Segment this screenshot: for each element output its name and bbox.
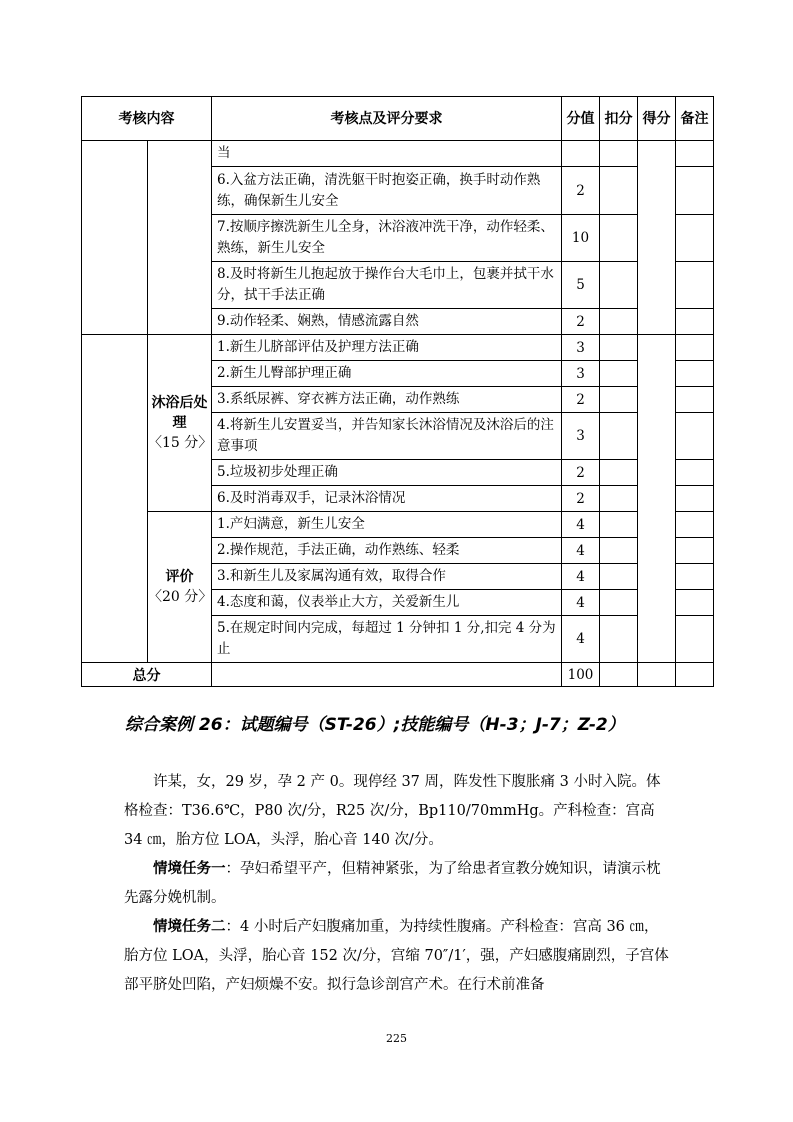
evaluation-category: [148, 512, 212, 663]
task-one-text: ：孕妇希望平产，但精神紧张，为了给患者宣教分娩知识，请演示枕先露分娩机制。: [124, 861, 661, 906]
requirement-text: 3.和新生儿及家属沟通有效，取得合作: [212, 564, 562, 590]
deduct-cell: [600, 167, 638, 215]
score-value: 3: [562, 413, 600, 460]
header-score: 分值: [562, 97, 600, 141]
requirement-text: 8.及时将新生儿抱起放于操作台大毛巾上，包裹并拭干水分，拭干手法正确: [212, 262, 562, 309]
deduct-cell: [600, 361, 638, 387]
obtained-cell: [638, 335, 676, 663]
header-obtained: 得分: [638, 97, 676, 141]
remark-cell: [676, 663, 714, 687]
deduct-cell: [600, 413, 638, 460]
score-value: 2: [562, 460, 600, 486]
total-score: 100: [562, 663, 600, 687]
deduct-cell: [600, 564, 638, 590]
remark-cell: [676, 215, 714, 262]
main-category-cell: [82, 335, 148, 663]
total-label: 总分: [82, 663, 212, 687]
remark-cell: [676, 413, 714, 460]
score-value: 2: [562, 387, 600, 413]
remark-cell: [676, 262, 714, 309]
scoring-table: [81, 96, 714, 687]
score-value: 4: [562, 538, 600, 564]
evaluation-label: 评价: [165, 569, 194, 585]
remark-cell: [676, 361, 714, 387]
requirement-text: 5.在规定时间内完成，每超过 1 分钟扣 1 分,扣完 4 分为止: [212, 616, 562, 663]
requirement-text: 1.产妇满意，新生儿安全: [212, 512, 562, 538]
requirement-text: 9.动作轻柔、娴熟，情感流露自然: [212, 309, 562, 335]
obtained-cell: [638, 141, 676, 335]
deduct-cell: [600, 335, 638, 361]
deduct-cell: [600, 460, 638, 486]
requirement-text: 1.新生儿脐部评估及护理方法正确: [212, 335, 562, 361]
score-value: 3: [562, 335, 600, 361]
requirement-text: 3.系纸尿裤、穿衣裤方法正确，动作熟练: [212, 387, 562, 413]
score-value: 2: [562, 486, 600, 512]
total-empty-cell: [212, 663, 562, 687]
evaluation-points: 〈20 分〉: [148, 589, 213, 605]
case-intro: 许某，女，29 岁，孕 2 产 0。现停经 37 周，阵发性下腹胀痛 3 小时入院。体格检查：T36.6℃，P80 次/分，R25 次/分，Bp110/70mmHg。产科检查：宫高 34 ㎝，胎方位 LOA，头浮，胎心音 140 次/分。: [124, 774, 661, 848]
case-body: [124, 768, 672, 1000]
score-value: 2: [562, 309, 600, 335]
deduct-cell: [600, 309, 638, 335]
header-requirements: 考核点及评分要求: [212, 97, 562, 141]
remark-cell: [676, 486, 714, 512]
table-header-row: [82, 97, 714, 141]
deduct-cell: [600, 538, 638, 564]
case-title: 综合案例 26：试题编号（ST-26）;技能编号（H-3；J-7；Z-2）: [125, 715, 625, 735]
requirement-text: 5.垃圾初步处理正确: [212, 460, 562, 486]
deduct-cell: [600, 512, 638, 538]
requirement-text: 2.操作规范，手法正确，动作熟练、轻柔: [212, 538, 562, 564]
remark-cell: [676, 564, 714, 590]
task-two-label: 情境任务二: [153, 919, 226, 935]
requirement-text: 6.及时消毒双手，记录沐浴情况: [212, 486, 562, 512]
score-value: 3: [562, 361, 600, 387]
deduct-cell: [600, 141, 638, 167]
remark-cell: [676, 538, 714, 564]
task-two-text: ：4 小时后产妇腹痛加重，为持续性腹痛。产科检查：宫高 36 ㎝，胎方位 LOA，头浮，胎心音 152 次/分，宫缩 70″/1′，强，产妇感腹痛剧烈，子宫体部平脐处凹陷，产妇烦燥不安。拟行急诊剖宫产术。在行术前准备: [124, 919, 669, 993]
bath-subcategory-cell: [148, 141, 212, 335]
score-value: 4: [562, 512, 600, 538]
remark-cell: [676, 460, 714, 486]
header-content: 考核内容: [82, 97, 212, 141]
remark-cell: [676, 616, 714, 663]
score-value: 4: [562, 564, 600, 590]
deduct-cell: [600, 262, 638, 309]
header-deduct: 扣分: [600, 97, 638, 141]
remark-cell: [676, 590, 714, 616]
header-remark: 备注: [676, 97, 714, 141]
deduct-cell: [600, 590, 638, 616]
deduct-cell: [600, 387, 638, 413]
total-row: [82, 663, 714, 687]
remark-cell: [676, 309, 714, 335]
remark-cell: [676, 387, 714, 413]
deduct-cell: [600, 616, 638, 663]
score-value: 4: [562, 616, 600, 663]
deduct-cell: [600, 215, 638, 262]
after-bath-label: 沐浴后处理: [151, 395, 208, 431]
remark-cell: [676, 141, 714, 167]
task-two-paragraph: [124, 913, 672, 1000]
remark-cell: [676, 512, 714, 538]
task-one-paragraph: [124, 855, 672, 913]
requirement-text: 2.新生儿臀部护理正确: [212, 361, 562, 387]
requirement-text: 当: [212, 141, 562, 167]
requirement-text: 4.将新生儿安置妥当，并告知家长沐浴情况及沐浴后的注意事项: [212, 413, 562, 460]
obtained-cell: [638, 663, 676, 687]
deduct-cell: [600, 663, 638, 687]
deduct-cell: [600, 486, 638, 512]
table-row: [82, 512, 714, 538]
score-value: [562, 141, 600, 167]
score-value: 2: [562, 167, 600, 215]
remark-cell: [676, 335, 714, 361]
score-value: 5: [562, 262, 600, 309]
table-row: [82, 141, 714, 167]
requirement-text: 6.入盆方法正确，清洗躯干时抱姿正确，换手时动作熟练，确保新生儿安全: [212, 167, 562, 215]
task-one-label: 情境任务一: [153, 861, 226, 877]
after-bath-category: [148, 335, 212, 512]
table-row: [82, 335, 714, 361]
requirement-text: 4.态度和蔼，仪表举止大方，关爱新生儿: [212, 590, 562, 616]
requirement-text: 7.按顺序擦洗新生儿全身，沐浴液冲洗干净，动作轻柔、熟练，新生儿安全: [212, 215, 562, 262]
page-number: 225: [386, 1032, 407, 1045]
score-value: 10: [562, 215, 600, 262]
bath-category-cell: [82, 141, 148, 335]
score-value: 4: [562, 590, 600, 616]
remark-cell: [676, 167, 714, 215]
after-bath-points: 〈15 分〉: [148, 435, 213, 451]
